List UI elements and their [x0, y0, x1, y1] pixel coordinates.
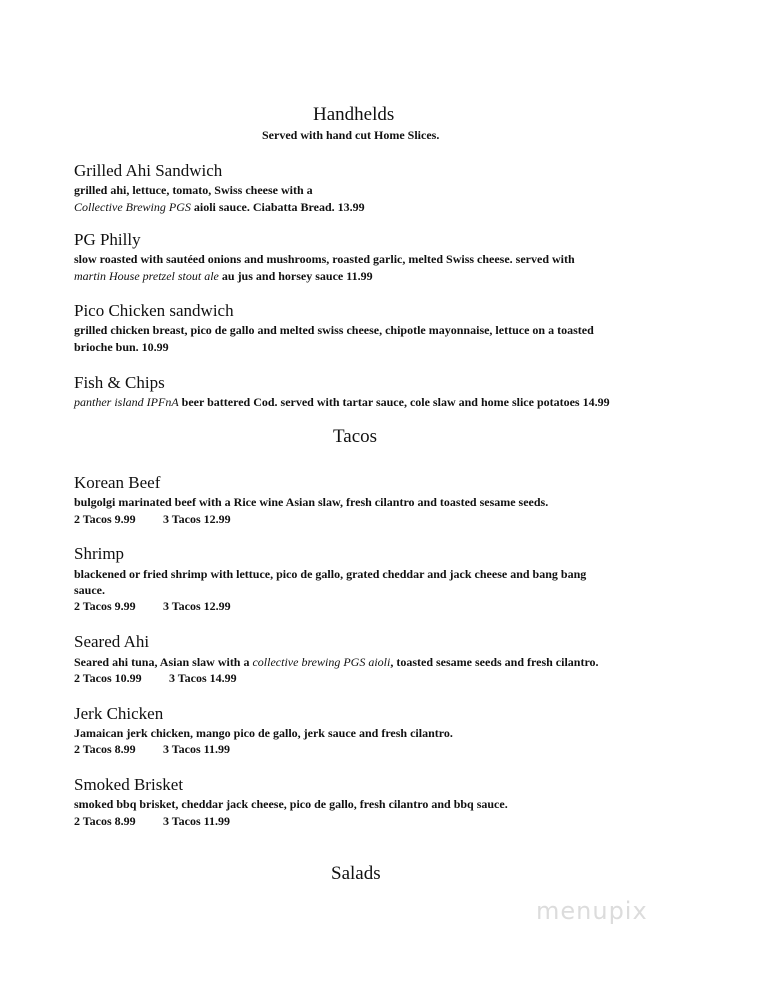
- item-description-pre: Seared ahi tuna, Asian slaw with a: [74, 655, 253, 669]
- item-description: slow roasted with sautéed onions and mushrooms, roasted garlic, melted Swiss cheese. served with: [74, 252, 575, 266]
- menu-item-grilled-ahi-sandwich: Grilled Ahi Sandwich: [74, 161, 223, 180]
- menu-item-shrimp: Shrimp: [74, 544, 125, 563]
- price-3-tacos: 3 Tacos 12.99: [163, 599, 231, 613]
- menu-item-jerk-chicken: Jerk Chicken: [74, 704, 164, 723]
- beer-name: Collective Brewing PGS: [74, 200, 191, 214]
- price-3-tacos: 3 Tacos 11.99: [163, 814, 231, 828]
- item-description: Jamaican jerk chicken, mango pico de gallo, jerk sauce and fresh cilantro.: [74, 726, 453, 740]
- price-3-tacos: 3 Tacos 14.99: [169, 671, 237, 685]
- item-description-line2: brioche bun. 10.99: [74, 340, 169, 354]
- item-description: bulgolgi marinated beef with a Rice wine Asian slaw, fresh cilantro and toasted sesame seeds.: [74, 495, 549, 509]
- beer-name: collective brewing PGS aioli: [252, 655, 391, 669]
- taco-prices: [74, 599, 231, 614]
- price-2-tacos: 2 Tacos 8.99: [74, 742, 136, 756]
- section-subtitle-handhelds: Served with hand cut Home Slices.: [262, 128, 440, 142]
- item-description: [74, 655, 599, 670]
- item-description-rest: au jus and horsey sauce 11.99: [218, 269, 373, 283]
- item-description-line2: [74, 200, 365, 215]
- item-description: [74, 395, 610, 410]
- taco-prices: [74, 814, 231, 829]
- menu-item-pico-chicken-sandwich: Pico Chicken sandwich: [74, 301, 234, 320]
- menu-item-smoked-brisket: Smoked Brisket: [74, 775, 184, 794]
- item-description-rest: beer battered Cod. served with tartar sauce, cole slaw and home slice potatoes 14.99: [178, 395, 610, 409]
- section-title-tacos: Tacos: [333, 426, 378, 447]
- taco-prices: [74, 671, 237, 686]
- item-description-line2: [74, 269, 373, 284]
- price-2-tacos: 2 Tacos 10.99: [74, 671, 142, 685]
- menu-item-pg-philly: PG Philly: [74, 230, 141, 249]
- item-description: grilled chicken breast, pico de gallo and melted swiss cheese, chipotle mayonnaise, lettuce on a toasted: [74, 323, 594, 337]
- taco-prices: [74, 742, 231, 757]
- beer-name: panther island IPFnA: [74, 395, 179, 409]
- price-3-tacos: 3 Tacos 12.99: [163, 512, 231, 526]
- item-description-rest: aioli sauce. Ciabatta Bread. 13.99: [190, 200, 365, 214]
- section-title-salads: Salads: [331, 863, 381, 884]
- item-description-line2: sauce.: [74, 583, 105, 597]
- beer-name: martin House pretzel stout ale: [74, 269, 219, 283]
- menu-item-seared-ahi: Seared Ahi: [74, 632, 150, 651]
- price-2-tacos: 2 Tacos 8.99: [74, 814, 136, 828]
- menu-item-fish-and-chips: Fish & Chips: [74, 373, 165, 392]
- price-2-tacos: 2 Tacos 9.99: [74, 512, 136, 526]
- taco-prices: [74, 512, 231, 527]
- price-2-tacos: 2 Tacos 9.99: [74, 599, 136, 613]
- item-description: smoked bbq brisket, cheddar jack cheese, pico de gallo, fresh cilantro and bbq sauce.: [74, 797, 508, 811]
- item-description-post: , toasted sesame seeds and fresh cilantro.: [390, 655, 599, 669]
- menu-item-korean-beef: Korean Beef: [74, 473, 161, 492]
- item-description: grilled ahi, lettuce, tomato, Swiss cheese with a: [74, 183, 313, 197]
- price-3-tacos: 3 Tacos 11.99: [163, 742, 231, 756]
- section-title-handhelds: Handhelds: [313, 104, 395, 125]
- watermark-logo: menupix: [536, 897, 648, 925]
- item-description: blackened or fried shrimp with lettuce, pico de gallo, grated cheddar and jack cheese and bang bang: [74, 567, 587, 581]
